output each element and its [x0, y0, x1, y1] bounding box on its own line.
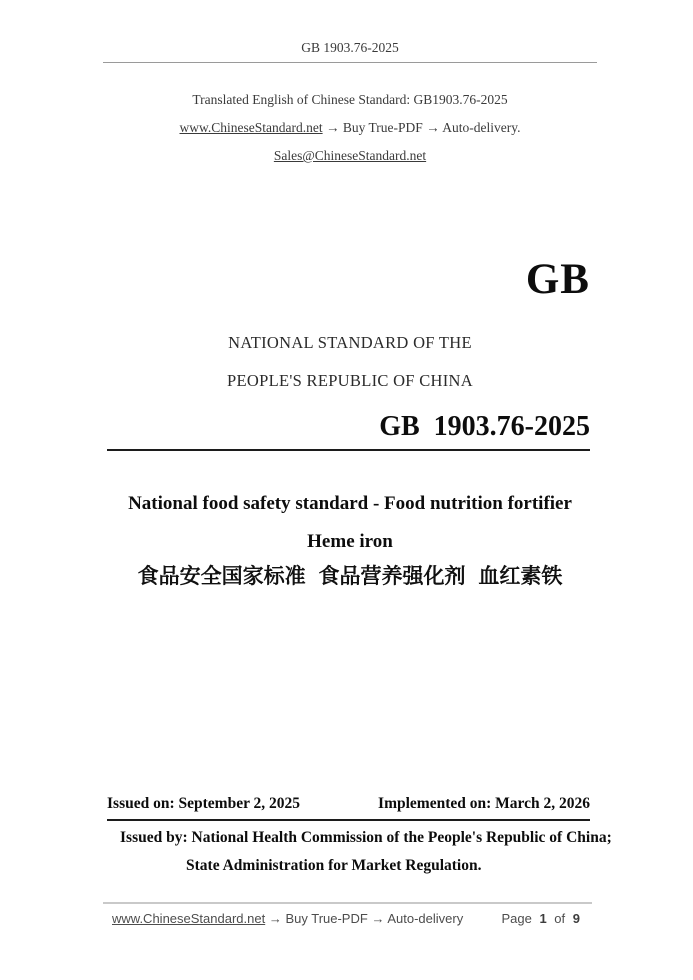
- page-number: 1: [539, 911, 547, 926]
- footer-buy-text: Buy True-PDF: [285, 911, 368, 926]
- page-indicator: [501, 911, 580, 926]
- header-rule: [103, 62, 597, 63]
- arrow-icon: →: [426, 120, 440, 135]
- standard-code: GB 1903.76-2025: [379, 411, 590, 442]
- buy-text: Buy True-PDF: [342, 120, 423, 135]
- standard-org-line1: NATIONAL STANDARD OF THE: [228, 333, 472, 352]
- gb-logo: GB: [525, 256, 590, 303]
- code-rule: [107, 449, 590, 451]
- standard-org-line2: PEOPLE'S REPUBLIC OF CHINA: [227, 371, 473, 390]
- translated-line: Translated English of Chinese Standard: GB1903.76-2025: [192, 92, 508, 107]
- arrow-icon: →: [371, 911, 385, 926]
- issued-on-date: Issued on: September 2, 2025: [107, 795, 301, 812]
- footer-purchase-line: [112, 911, 463, 926]
- arrow-icon: →: [268, 911, 282, 926]
- delivery-text: Auto-delivery.: [442, 120, 521, 135]
- dates-rule: [107, 819, 590, 821]
- title-english-line2: Heme iron: [307, 531, 393, 552]
- footer-delivery-text: Auto-delivery: [387, 911, 464, 926]
- email-line: [103, 148, 597, 164]
- title-english-line1: National food safety standard - Food nutrition fortifier: [128, 493, 572, 514]
- purchase-line: [103, 120, 597, 136]
- implemented-on-date: Implemented on: March 2, 2026: [378, 795, 590, 812]
- footer: [112, 911, 580, 926]
- issuer-line1: Issued by: National Health Commission of the People's Republic of China;: [120, 829, 612, 846]
- page-label: Page: [501, 911, 532, 926]
- arrow-icon: →: [325, 120, 340, 135]
- header-doc-code: GB 1903.76-2025: [301, 40, 399, 55]
- footer-rule: [103, 902, 592, 904]
- page-total: 9: [572, 911, 580, 926]
- title-chinese: 食品安全国家标准 食品营养强化剂 血红素铁: [137, 565, 563, 588]
- email-link[interactable]: Sales@ChineseStandard.net: [273, 148, 427, 163]
- dates-row: [107, 795, 590, 813]
- issuer-line2: State Administration for Market Regulation.: [186, 857, 482, 874]
- site-link[interactable]: www.ChineseStandard.net: [179, 120, 323, 135]
- page-of-label: of: [554, 911, 566, 926]
- footer-site-link[interactable]: www.ChineseStandard.net: [112, 911, 266, 926]
